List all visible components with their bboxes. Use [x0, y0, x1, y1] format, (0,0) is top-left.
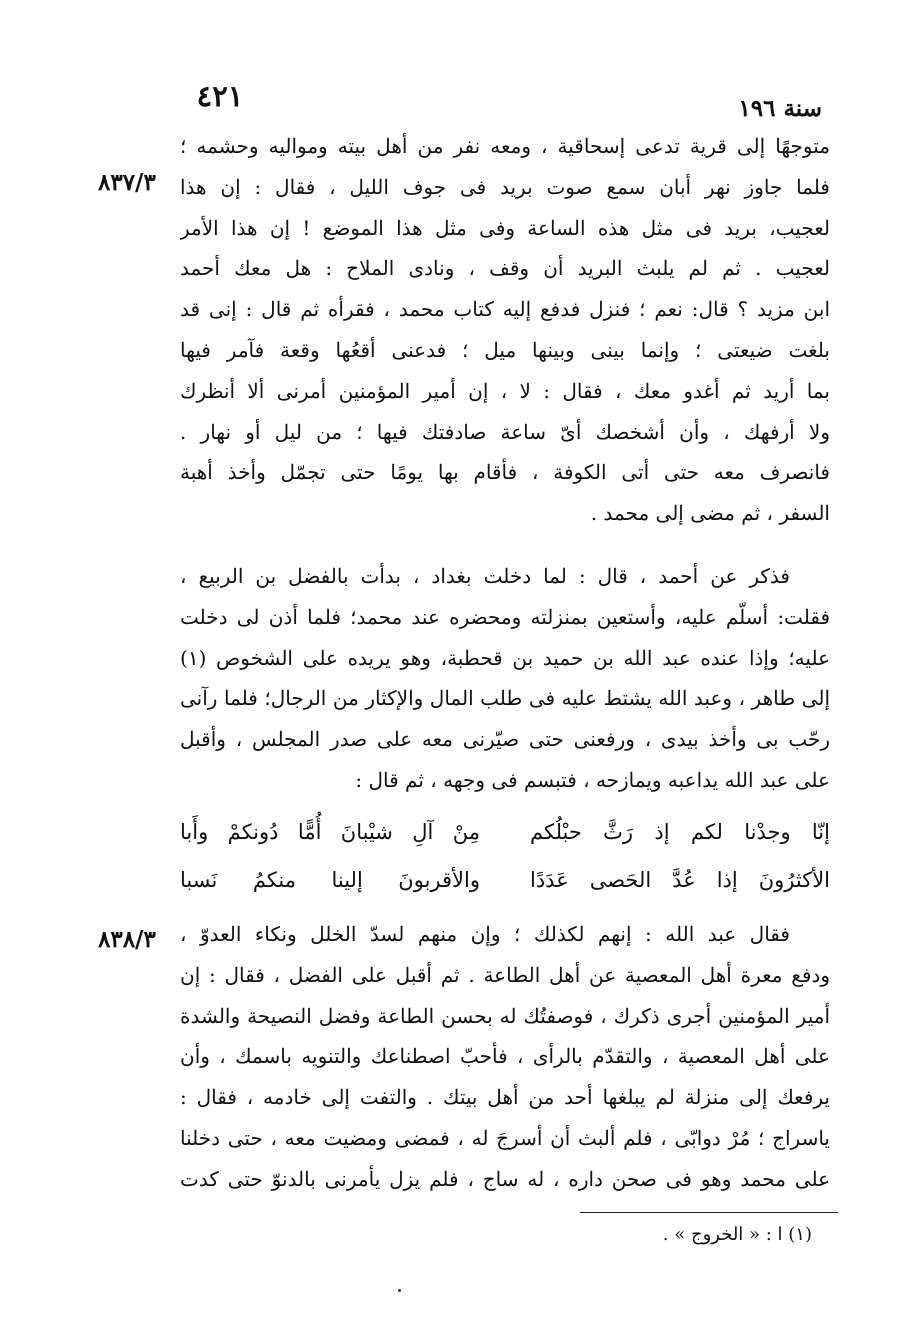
page-speck: [398, 1289, 401, 1292]
verse-line: [180, 856, 830, 904]
running-header-year: سنة ١٩٦: [738, 95, 822, 122]
footnote-divider: [580, 1212, 838, 1213]
text-line: فلما جاوز نهر أبان سمع صوت بريد فى جوف الليل ، فقال : إن هذا: [180, 174, 830, 199]
text-line: فقلت: أسلّم عليه، وأستعين بمنزلته ومحضره عند محمد؛ فلما أذن لى دخلت: [180, 604, 830, 629]
text-line: السفر ، ثم مضى إلى محمد .: [590, 501, 830, 526]
verse-second-hemistich: والأقربونَ إلينا منكمُ نَسبا: [180, 868, 480, 892]
text-line: إلى طاهر ، وعبد الله يشتط عليه فى طلب المال والإكثار من الرجال؛ فلما رآنى: [180, 686, 830, 711]
text-line: على أهل المعصية ، والتقدّم بالرأى ، فأحبّ اصطناعك والتنويه باسمك ، وأن: [180, 1044, 830, 1069]
text-line: ياسراج ؛ مُرْ دوابّى ، فلم ألبث أن أسرجَ له ، فمضى ومضيت معه ، حتى دخلنا: [180, 1125, 830, 1150]
verse-first-hemistich: إنّا وجدْنا لكم إذ رَثَّ حبْلُكم: [530, 820, 830, 844]
paragraph: [180, 126, 830, 534]
text-line: يرفعك إلى منزلة لم يبلغها أحد من أهل بيتك . والتفت إلى خادمه ، فقال :: [180, 1085, 830, 1110]
page-number: ٤٢١: [196, 79, 244, 113]
text-line: رحّب بى وأخذ بيدى ، ورفعنى حتى صيّرنى معه على صدر المجلس ، وأقبل: [180, 727, 830, 752]
text-line: أمير المؤمنين أجرى ذكرك ، فوصفتُك له بحسن الطاعة وفضل النصيحة والشدة: [180, 1003, 830, 1028]
text-line: ابن مزيد ؟ قال: نعم ؛ فنزل فدفع إليه كتاب محمد ، فقرأه ثم قال : إنى قد: [180, 297, 830, 322]
text-line: بلغت ضيعتى ؛ وإنما بينى وبينها ميل ؛ فدعنى أقعُها وقعة فآمر فيها: [180, 337, 830, 362]
text-line: فانصرف معه حتى أتى الكوفة ، فأقام بها يومًا حتى تجمّل وأخذ أهبة: [180, 460, 830, 485]
paragraph: [180, 914, 830, 1200]
paragraph: [180, 556, 830, 801]
text-line: لعجيب . ثم لم يلبث البريد أن وقف ، ونادى الملاح : هل معك أحمد: [180, 256, 830, 281]
verse-first-hemistich: الأكثرُونَ إذا عُدَّ الحَصى عَدَدًا: [530, 868, 830, 892]
text-line: بما أريد ثم أغدو معك ، فقال : لا ، إن أمير المؤمنين أمرنى ألا أنظرك: [180, 378, 830, 403]
text-line: فذكر عن أحمد ، قال : لما دخلت بغداد ، بدأت بالفضل بن الربيع ،: [180, 564, 790, 588]
text-line: فقال عبد الله : إنهم لكذلك ؛ وإن منهم لسدّ الخلل ونكاء العدوّ ،: [180, 922, 790, 946]
text-line: ودفع معرة أهل المعصية عن أهل الطاعة . ثم أقبل على الفضل ، فقال : إن: [180, 962, 830, 987]
text-line: متوجهًا إلى قرية تدعى إسحاقية ، ومعه نفر من أهل بيته ومواليه وحشمه ؛: [180, 134, 830, 158]
margin-reference: ٨٣٧/٣: [98, 169, 156, 196]
poetry-verses: [180, 808, 830, 904]
text-line: على عبد الله يداعبه ويمازحه ، فتبسم فى وجهه ، ثم قال :: [355, 767, 830, 792]
verse-line: [180, 808, 830, 856]
footnote: (١) ا : « الخروج » .: [662, 1224, 812, 1245]
text-line: عليه؛ وإذا عنده عبد الله بن حميد بن قحطبة، وهو يريده على الشخوص (١): [180, 645, 830, 670]
margin-reference: ٨٣٨/٣: [98, 926, 156, 953]
text-line: لعجيب، بريد فى مثل هذه الساعة وفى مثل هذا الموضع ! إن هذا الأمر: [180, 215, 830, 240]
text-line: ولا أرفهك ، وأن أشخصك أىّ ساعة صادفتك فيها ؛ من ليل أو نهار .: [180, 419, 830, 444]
verse-second-hemistich: مِنْ آلِ شيْبانَ أُمًّا دُونكمْ وأَبا: [180, 820, 480, 844]
text-line: على محمد وهو فى صحن داره ، له ساج ، فلم يزل يأمرنى بالدنوّ حتى كدت: [180, 1166, 830, 1191]
